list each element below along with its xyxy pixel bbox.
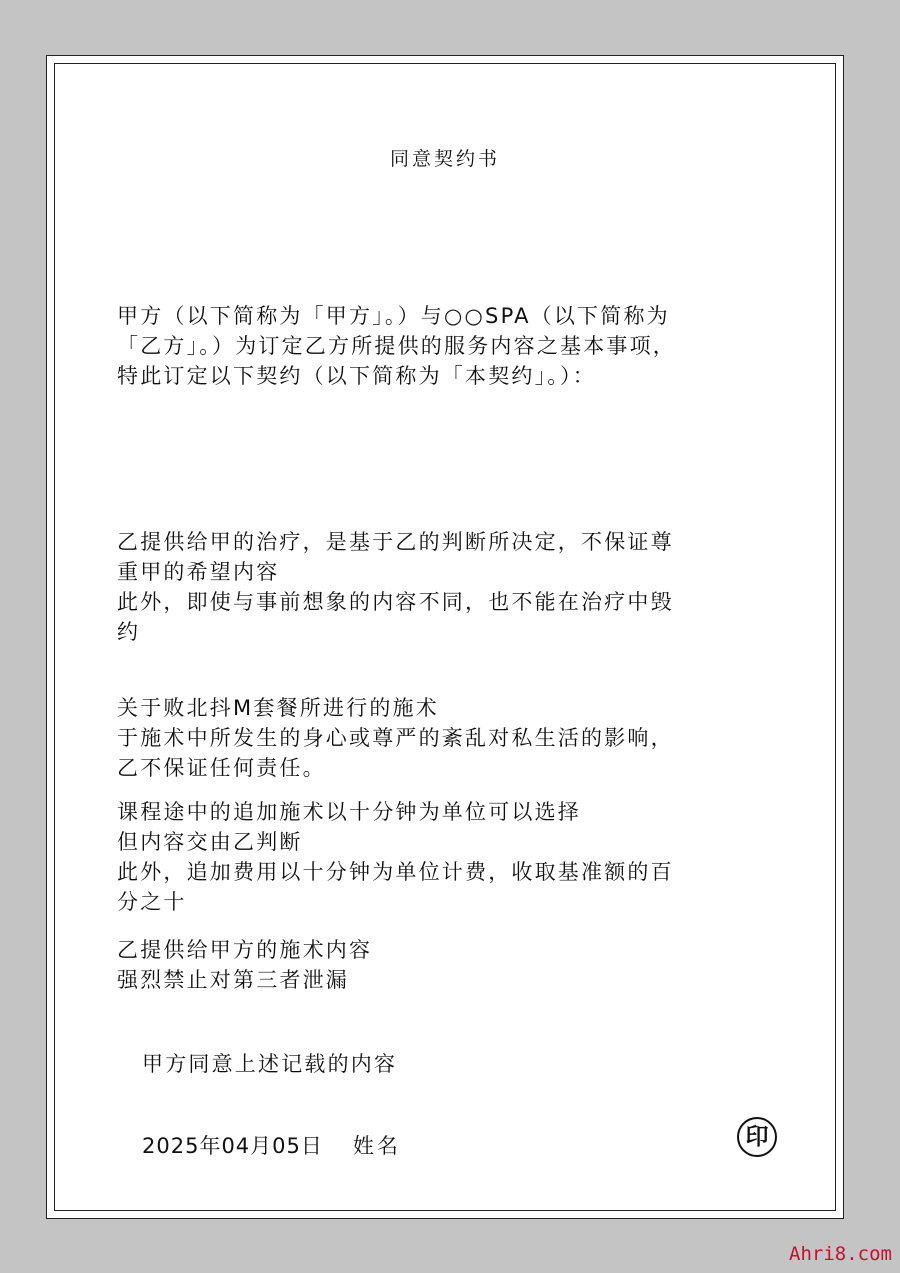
clause-line: 分之十 bbox=[117, 890, 187, 914]
intro-line: 甲方（以下简称为「甲方」。）与○○SPA（以下简称为 bbox=[117, 304, 670, 328]
watermark: Ahri8.com bbox=[789, 1243, 892, 1265]
clause-line: 乙不保证任何责任。 bbox=[117, 756, 326, 780]
seal-stamp-icon bbox=[737, 1117, 777, 1157]
signature-row bbox=[142, 1130, 401, 1160]
clause-line: 此外，即使与事前想象的内容不同，也不能在治疗中毁 bbox=[117, 590, 674, 614]
clause-line: 约 bbox=[117, 620, 141, 644]
agreement-statement: 甲方同意上述记载的内容 bbox=[142, 1052, 398, 1076]
contract-sheet bbox=[46, 55, 844, 1219]
intro-paragraph bbox=[117, 301, 797, 391]
clause-confidentiality bbox=[117, 935, 797, 995]
clause-line: 乙提供给甲的治疗，是基于乙的判断所决定，不保证尊 bbox=[117, 530, 674, 554]
clause-line: 课程途中的追加施术以十分钟为单位可以选择 bbox=[117, 800, 581, 824]
document-title: 同意契约书 bbox=[389, 148, 500, 170]
clause-extension bbox=[117, 797, 797, 917]
clause-liability bbox=[117, 693, 797, 783]
clause-treatment bbox=[117, 527, 797, 647]
intro-line: 「乙方」。）为订定乙方所提供的服务内容之基本事项， bbox=[117, 334, 676, 358]
signature-date: 2025年04月05日 bbox=[142, 1134, 323, 1158]
clause-line: 此外，追加费用以十分钟为单位计费，收取基准额的百 bbox=[117, 860, 674, 884]
clause-line: 于施术中所发生的身心或尊严的紊乱对私生活的影响， bbox=[117, 726, 674, 750]
intro-line: 特此订定以下契约（以下简称为「本契约」。）： bbox=[117, 364, 596, 388]
clause-line: 乙提供给甲方的施术内容 bbox=[117, 938, 373, 962]
clause-line: 但内容交由乙判断 bbox=[117, 830, 303, 854]
name-label: 姓名 bbox=[352, 1134, 401, 1158]
seal-text: 印 bbox=[745, 1123, 769, 1150]
clause-line: 重甲的希望内容 bbox=[117, 560, 280, 584]
clause-line: 强烈禁止对第三者泄漏 bbox=[117, 968, 349, 992]
clause-line: 关于败北抖M套餐所进行的施术 bbox=[117, 696, 439, 720]
